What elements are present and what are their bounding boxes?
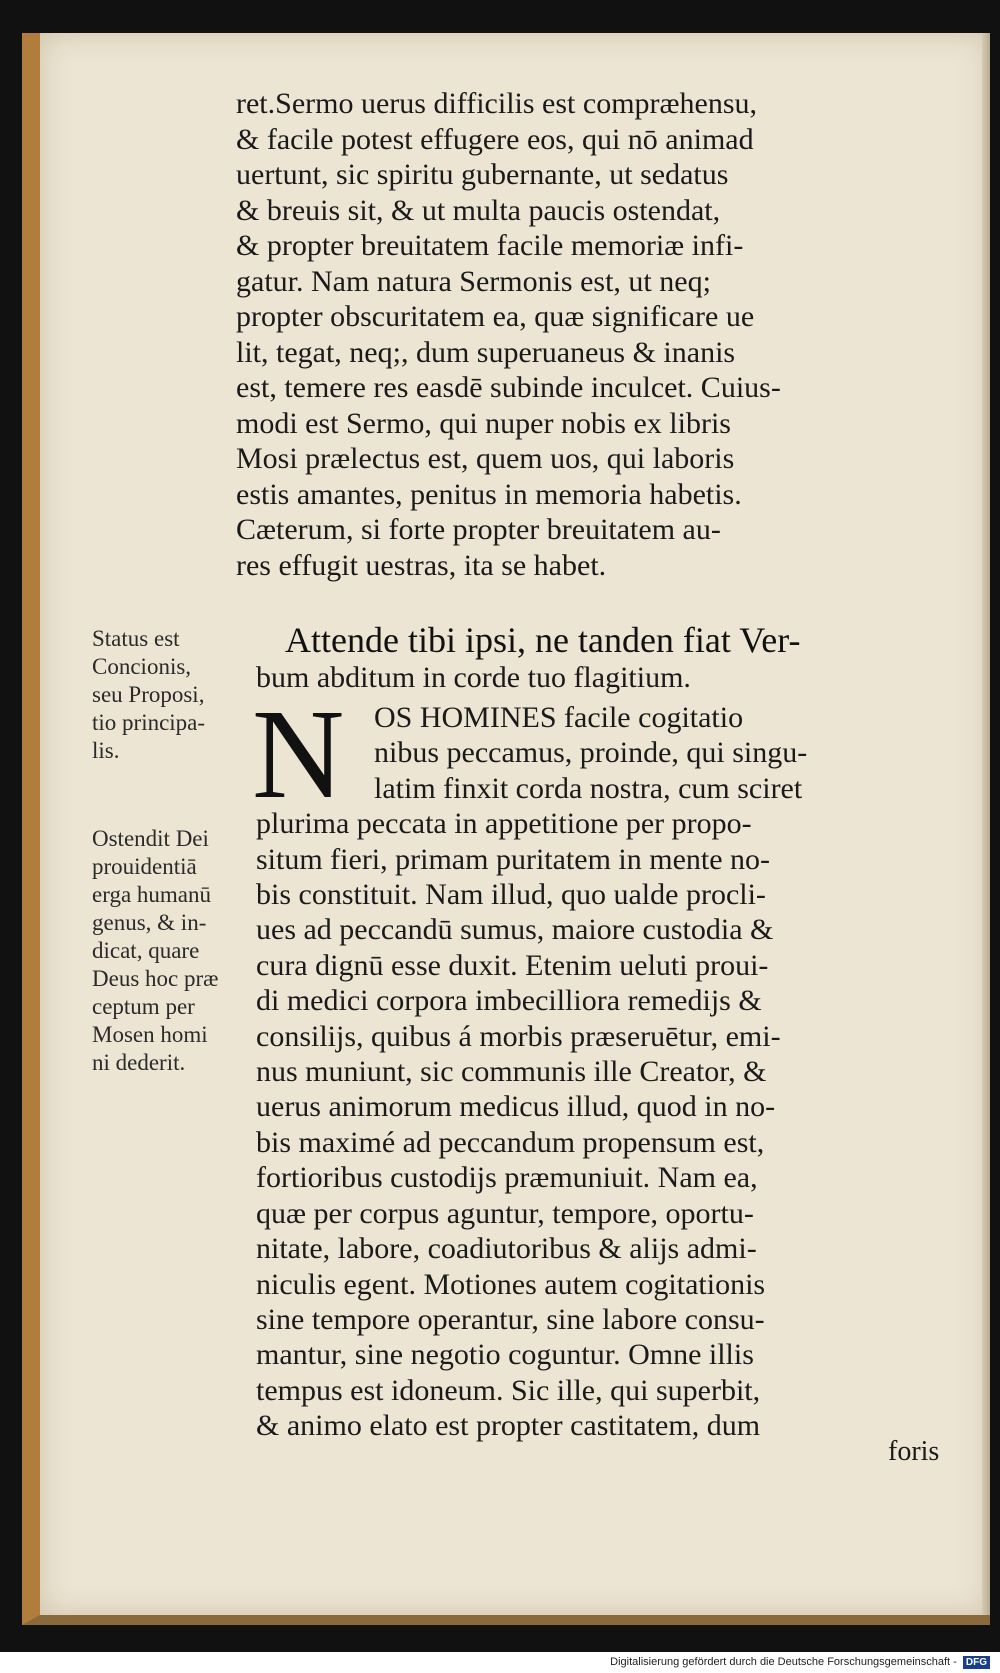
margin-note-line: tio principa- [92, 710, 206, 735]
text-line: mantur, sine negotio coguntur. Omne illis [256, 1338, 754, 1372]
text-line: niculis egent. Motiones autem cogitationis [256, 1267, 766, 1301]
main-text-block [236, 86, 956, 583]
margin-note-line: seu Proposi, [92, 682, 205, 707]
text-line: cura dignū esse duxit. Etenim ueluti proui- [256, 948, 769, 982]
margin-note-line: lis. [92, 738, 120, 763]
text-line: Mosi prælectus est, quem uos, qui laboris [236, 442, 735, 475]
text-line: & breuis sit, & ut multa paucis ostendat, [236, 193, 721, 227]
text-line: res effugit uestras, ita se habet. [236, 548, 607, 582]
text-line: ret.Sermo uerus difficilis est compræhensu, [236, 87, 758, 120]
text-line: bis constituit. Nam illud, quo ualde procli- [256, 878, 766, 912]
text-line: gatur. Nam natura Sermonis est, ut neq; [236, 264, 711, 298]
text-line: plurima peccata in appetitione per propo- [256, 807, 752, 841]
margin-note-providence [92, 825, 218, 1077]
margin-note-line: Deus hoc præ [92, 966, 219, 991]
text-line: nus muniunt, sic communis ille Creator, & [256, 1055, 767, 1089]
footer-text: Digitalisierung gefördert durch die Deutsche Forschungsgemeinschaft - [610, 1656, 957, 1668]
text-line: bis maximé ad peccandum propensum est, [256, 1125, 765, 1159]
text-line: modi est Sermo, qui nuper nobis ex libris [236, 406, 731, 440]
margin-note-line: Ostendit Dei [92, 826, 209, 851]
text-line: propter obscuritatem ea, quæ significare ue [236, 300, 755, 333]
text-line: & animo elato est propter castitatem, dum [256, 1409, 761, 1443]
catchword: foris [888, 1436, 940, 1467]
text-line: fortioribus custodijs præmuniuit. Nam ea, [256, 1161, 758, 1195]
margin-note-line: ceptum per [92, 994, 195, 1019]
text-line: uerus animorum medicus illud, quod in no- [256, 1090, 776, 1124]
margin-note-line: Concionis, [92, 654, 192, 679]
margin-note-line: dicat, quare [92, 938, 200, 963]
margin-note-line: genus, & in- [92, 910, 207, 935]
section-heading: Attende tibi ipsi, ne tanden fiat Ver- [285, 620, 801, 660]
text-line: nibus peccamus, proinde, qui singu- [374, 736, 808, 770]
text-line: estis amantes, penitus in memoria habetis. [236, 477, 742, 511]
text-line: Cæterum, si forte propter breuitatem au- [236, 513, 721, 546]
margin-note-status [92, 625, 205, 765]
text-line: tempus est idoneum. Sic ille, qui superbit, [256, 1373, 761, 1407]
text-line: latim finxit corda nostra, cum sciret [374, 771, 803, 805]
text-line: ues ad peccandū sumus, maiore custodia & [256, 913, 774, 947]
text-line: & facile potest effugere eos, qui nō animad [236, 122, 754, 156]
text-line: di medici corpora imbecilliora remedijs & [256, 984, 762, 1018]
margin-note-line: ni dederit. [92, 1050, 186, 1075]
text-line: nitate, labore, coadiutoribus & alijs admi- [256, 1232, 757, 1266]
text-line: quæ per corpus aguntur, tempore, oportu- [256, 1196, 754, 1230]
drop-capital: N [252, 683, 345, 825]
margin-note-line: prouidentiā [92, 854, 197, 879]
text-line: est, temere res easdē subinde inculcet. Cuius- [236, 371, 781, 404]
text-line: lit, tegat, neq;, dum superuaneus & inanis [236, 335, 736, 369]
text-line: consilijs, quibus á morbis præseruētur, emi- [256, 1019, 781, 1053]
page-edge [982, 33, 990, 1615]
text-line: sine tempore operantur, sine labore consu- [256, 1302, 765, 1336]
margin-note-line: erga humanū [92, 882, 212, 907]
text-line: OS HOMINES facile cogitatio [374, 701, 744, 734]
text-line: situm fieri, primam puritatem in mente no- [256, 842, 771, 876]
footer-credit [0, 1652, 1000, 1673]
text-line: & propter breuitatem facile memoriæ infi- [236, 229, 744, 262]
body-text-block [256, 700, 961, 1444]
margin-note-line: Mosen homi [92, 1022, 208, 1047]
margin-note-line: Status est [92, 626, 180, 651]
section-heading-continuation: bum abditum in corde tuo flagitium. [256, 661, 691, 694]
text-line: uertunt, sic spiritu gubernante, ut sedatus [236, 158, 729, 191]
dfg-logo-icon: DFG [963, 1656, 990, 1669]
